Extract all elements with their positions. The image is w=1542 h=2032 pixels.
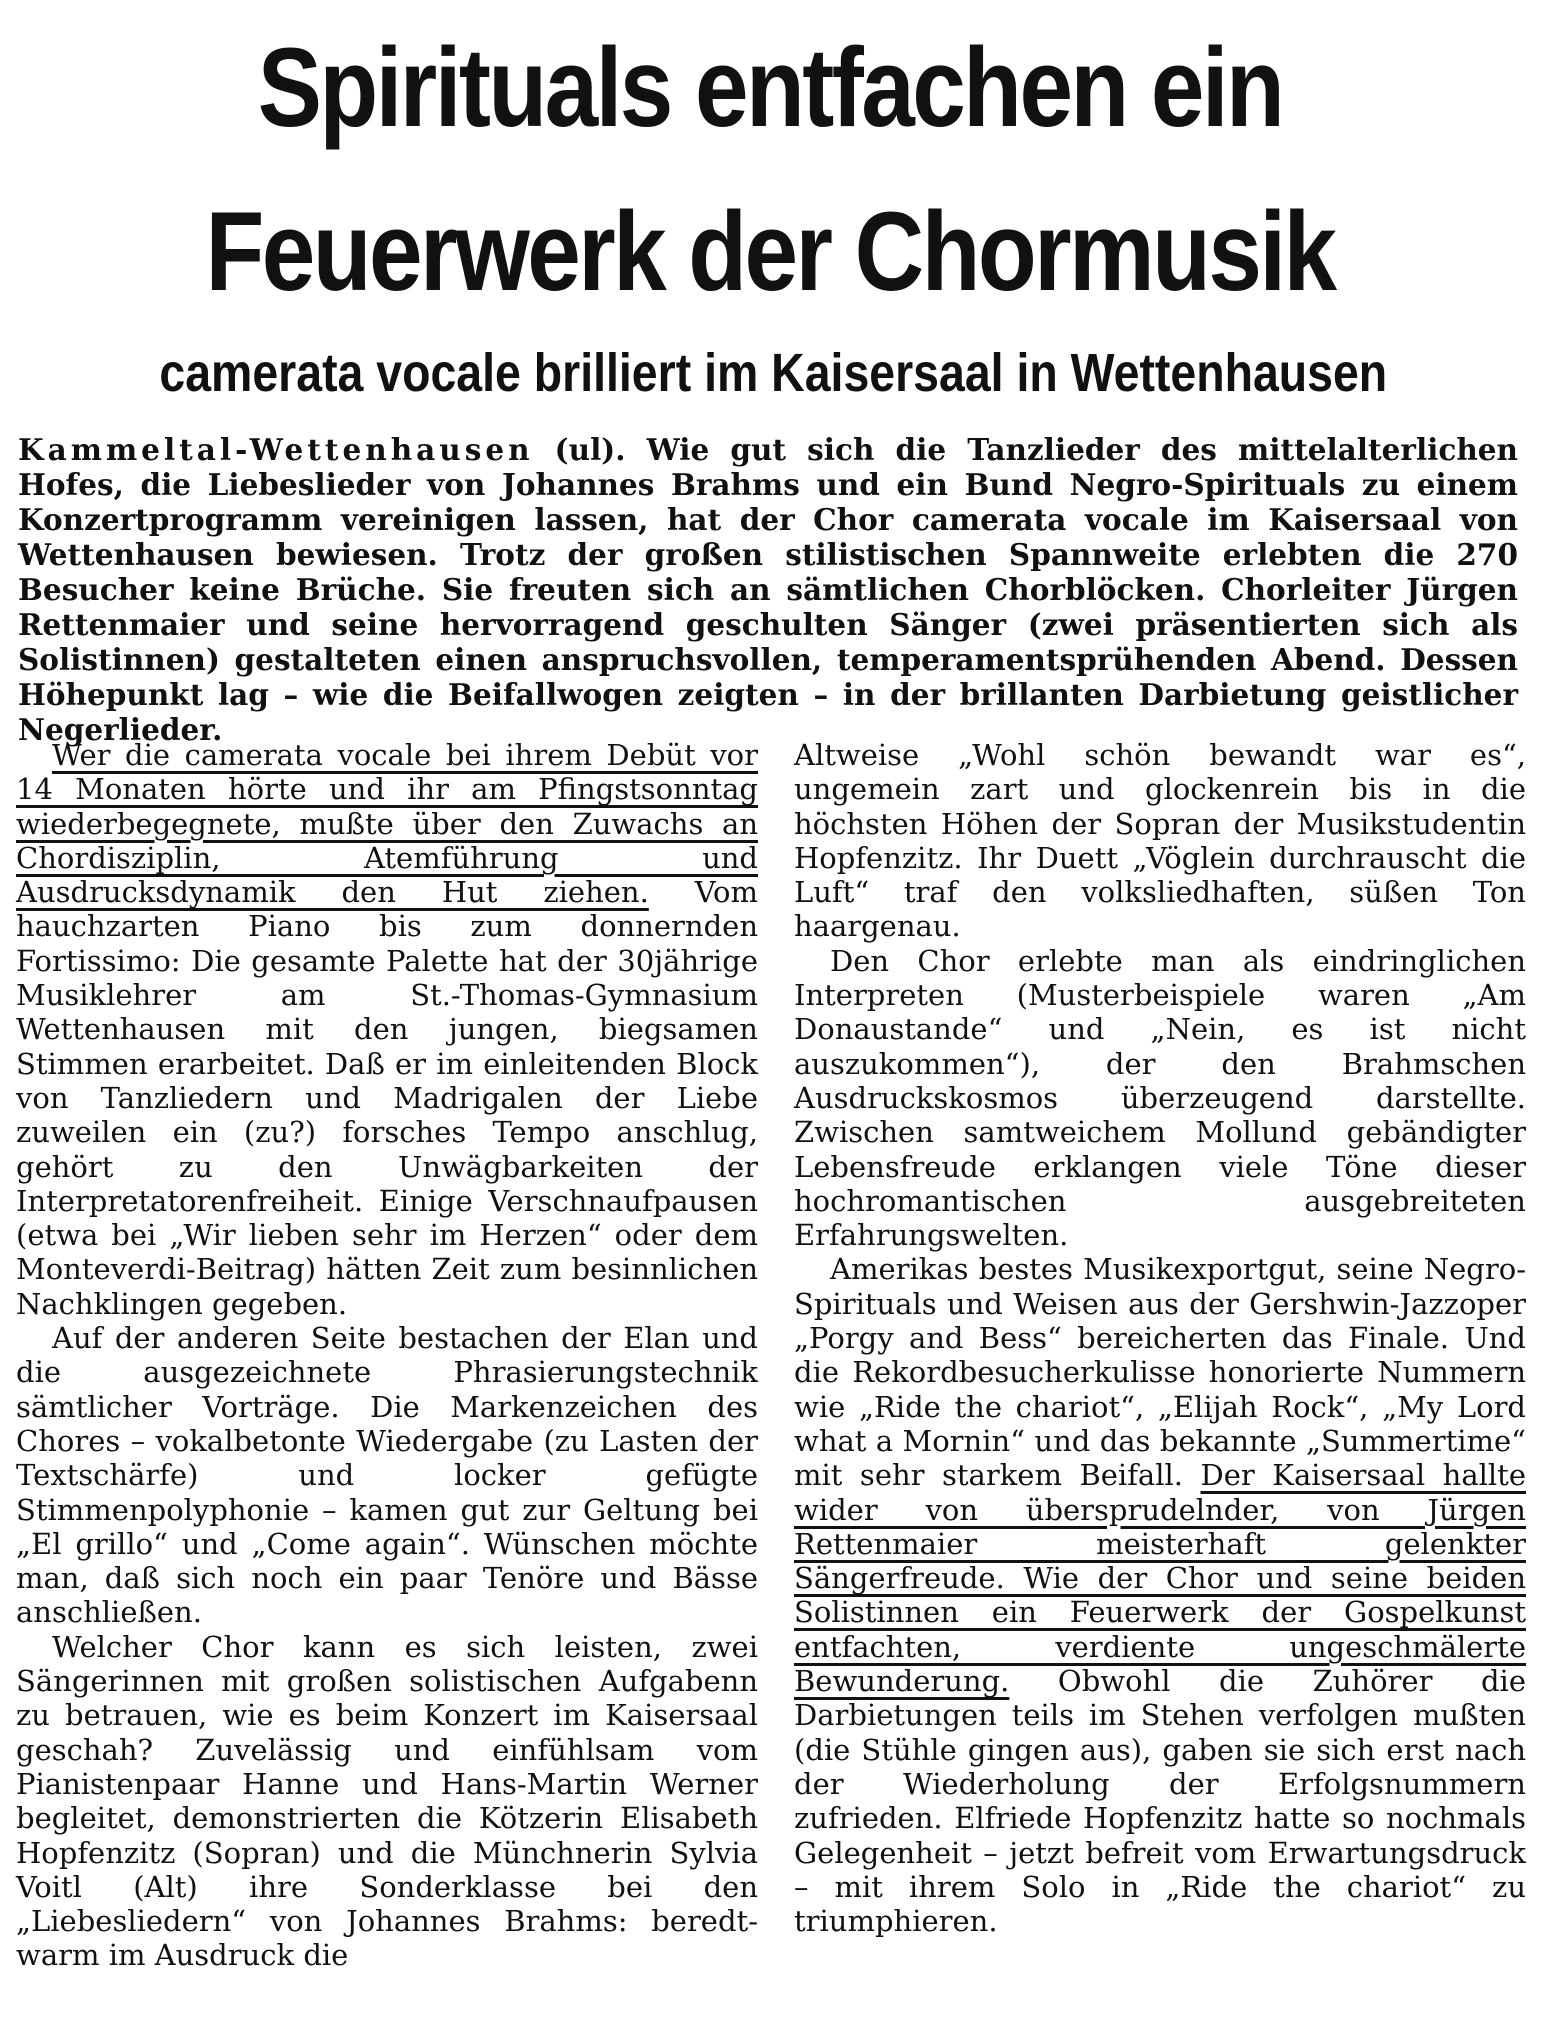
body-paragraph: Den Chor erlebte man als eindringlichen Interpreten (Musterbeispiele waren „Am Donaustande“ und „Nein, es ist nicht auszukommen“), der den Brahmschen Ausdruckskosmos überzeugend darstellte. Zwischen samtweichem Mollund gebändigter Lebensfreude erklangen viele Töne dieser hochromantischen ausgebreiteten Erfahrungswelten.	[794, 943, 1526, 1253]
dateline: Kammeltal-Wettenhausen	[18, 432, 534, 467]
subheadline: camerata vocale brilliert im Kaisersaal in Wettenhausen	[159, 343, 1388, 403]
lead-text: Wie gut sich die Tanzlieder des mittelalterlichen Hofes, die Liebeslieder von Johannes Brahms und ein Bund Negro-Spirituals zu einem Konzertprogramm vereinigen lassen, hat der Chor camerata vocale im Kaisersaal von Wettenhausen bewiesen. Trotz der großen stilistischen Spannweite erlebten die 270 Besucher keine Brüche. Sie freuten sich an sämtlichen Chorblöcken. Chorleiter Jürgen Rettenmaier und seine hervorragend geschulten Sänger (zwei präsentierten sich als Solistinnen) gestalteten einen anspruchsvollen, temperamentsprühenden Abend. Dessen Höhepunkt lag – wie die Beifallwogen zeigten – in der brillanten Darbietung geistlicher Negerlieder.	[18, 432, 1518, 747]
headline-line-2: Feuerwerk der Chormusik	[205, 189, 1335, 314]
headline-line-1: Spirituals entfachen ein	[257, 25, 1283, 150]
body-text: Amerikas bestes Musikexportgut, seine Negro-Spirituals und Weisen aus der Gershwin-Jazzoper „Porgy and Bess“ bereicherten das Finale. Und die Rekordbesucherkulisse honorierte Nummern wie „Ride the chariot“, „Elijah Rock“, „My Lord what a Mornin“ und das bekannte „Summertime“ mit sehr starkem Beifall.	[794, 1252, 1526, 1493]
body-text: Vom hauchzarten Piano bis zum donnernden Fortissimo: Die gesamte Palette hat der 30jährige Musiklehrer am St.-Thomas-Gymnasium Wettenhausen mit den jungen, biegsamen Stimmen erarbeitet. Daß er im einleitenden Block von Tanzliedern und Madrigalen der Liebe zuweilen ein (zu?) forsches Tempo anschlug, gehört zu den Unwägbarkeiten der Interpretatorenfreiheit. Einige Verschnaufpausen (etwa bei „Wir lieben sehr im Herzen“ oder dem Monteverdi-Beitrag) hätten Zeit zum besinnlichen Nachklingen gegeben.	[16, 875, 758, 1321]
body-paragraph: Altweise „Wohl schön bewandt war es“, ungemein zart und glockenrein bis in die höchsten Höhen der Sopran der Musikstudentin Hopfenzitz. Ihr Duett „Vöglein durchrauscht die Luft“ traf den volksliedhaften, süßen Ton haargenau.	[794, 738, 1526, 944]
body-paragraph	[794, 1252, 1526, 1938]
body-paragraph: Welcher Chor kann es sich leisten, zwei Sängerinnen mit großen solistischen Aufgabenn zu betrauen, wie es beim Konzert im Kaisersaal geschah? Zuvelässig und einfühlsam vom Pianistenpaar Hanne und Hans-Martin Werner begleitet, demonstrierten die Kötzerin Elisabeth Hopfenzitz (Sopran) und die Münchnerin Sylvia Voitl (Alt) ihre Sonderklasse bei den „Liebesliedern“ von Johannes Brahms: beredt-warm im Ausdruck die	[16, 1629, 758, 1973]
body-paragraph: Auf der anderen Seite bestachen der Elan und die ausgezeichnete Phrasierungstechnik sämtlicher Vorträge. Die Markenzeichen des Chores – vokalbetonte Wiedergabe (zu Lasten der Textschärfe) und locker gefügte Stimmenpolyphonie – kamen gut zur Geltung bei „El grillo“ und „Come again“. Wünschen möchte man, daß sich noch ein paar Tenöre und Bässe anschließen.	[16, 1321, 758, 1630]
article-column-left	[16, 738, 758, 1973]
body-paragraph	[16, 738, 758, 1321]
article-column-right	[794, 738, 1526, 1938]
body-text: Obwohl die Zuhörer die Darbietungen teils im Stehen verfolgen mußten (die Stühle gingen aus), gaben sie sich erst nach der Wiederholung der Erfolgsnummern zufrieden. Elfriede Hopfenzitz hatte so nochmals Gelegenheit – jetzt befreit vom Erwartungsdruck – mit ihrem Solo in „Ride the chariot“ zu triumphieren.	[794, 1664, 1526, 1939]
lead-paragraph	[18, 432, 1518, 747]
underlined-passage: Wer die camerata vocale bei ihrem Debüt vor 14 Monaten hörte und ihr am Pfingstsonntag wiederbegegnete, mußte über den Zuwachs an Chordisziplin, Atemführung und Ausdrucksdynamik den Hut ziehen.	[16, 738, 758, 910]
byline: (ul).	[533, 432, 626, 467]
underlined-passage: Der Kaisersaal hallte wider von übersprudelnder, von Jürgen Rettenmaier meisterhaft gelenkter Sängerfreude. Wie der Chor und seine beiden Solistinnen ein Feuerwerk der Gospelkunst entfachten, verdiente ungeschmälerte Bewunderung.	[794, 1458, 1526, 1699]
